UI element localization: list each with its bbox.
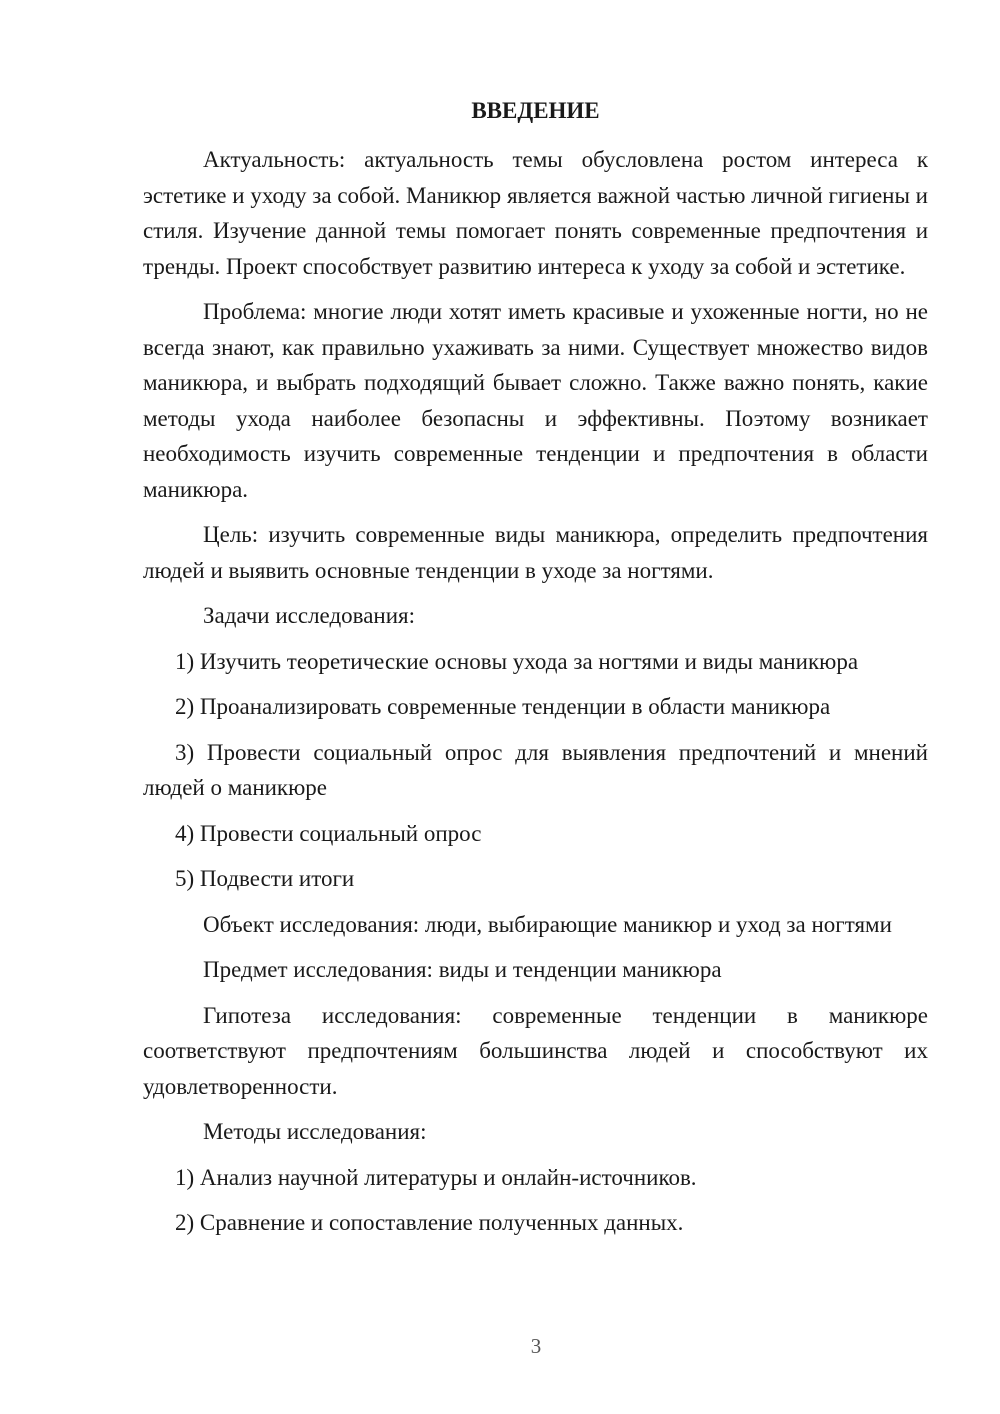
task-item: 2) Проанализировать современные тенденции в области маникюра	[175, 694, 831, 719]
page-number: 3	[530, 1334, 542, 1358]
problem-paragraph: Проблема: многие люди хотят иметь красивые и ухоженные ногти, но не всегда знают, как правильно ухаживать за ними. Существует множество видов маникюра, и выбрать подходящий бывает сложно. Также важно понять, какие методы ухода наиболее безопасны и эффективны. Поэтому возникает необходимость изучить современные тенденции и предпочтения в области маникюра.	[143, 299, 928, 502]
document-body	[143, 142, 928, 1251]
task-item: 4) Провести социальный опрос	[175, 820, 482, 846]
task-item: 1) Изучить теоретические основы ухода за ногтями и виды маникюра	[175, 648, 859, 674]
task-item: 5) Подвести итоги	[175, 866, 355, 891]
methods-heading: Методы исследования:	[203, 1119, 427, 1144]
relevance-paragraph: Актуальность: актуальность темы обусловлена ростом интереса к эстетике и уходу за собой. Маникюр является важной частью личной гигиены и стиля. Изучение данной темы помогает понять современные предпочтения и тренды. Проект способствует развитию интереса к уходу за собой и эстетике.	[143, 147, 928, 279]
method-item: 1) Анализ научной литературы и онлайн-источников.	[175, 1164, 697, 1190]
goal-paragraph: Цель: изучить современные виды маникюра, определить предпочтения людей и выявить основные тенденции в уходе за ногтями.	[143, 522, 928, 583]
hypothesis-paragraph: Гипотеза исследования: современные тенденции в маникюре соответствуют предпочтениям большинства людей и способствуют их удовлетворенности.	[143, 1002, 928, 1099]
page-title: ВВЕДЕНИЕ	[471, 98, 600, 123]
subject-paragraph: Предмет исследования: виды и тенденции маникюра	[203, 957, 722, 982]
task-item: 3) Провести социальный опрос для выявления предпочтений и мнений людей о маникюре	[143, 739, 928, 800]
object-paragraph: Объект исследования: люди, выбирающие маникюр и уход за ногтями	[203, 911, 892, 937]
tasks-heading: Задачи исследования:	[203, 603, 416, 628]
method-item: 2) Сравнение и сопоставление полученных данных.	[175, 1210, 684, 1235]
